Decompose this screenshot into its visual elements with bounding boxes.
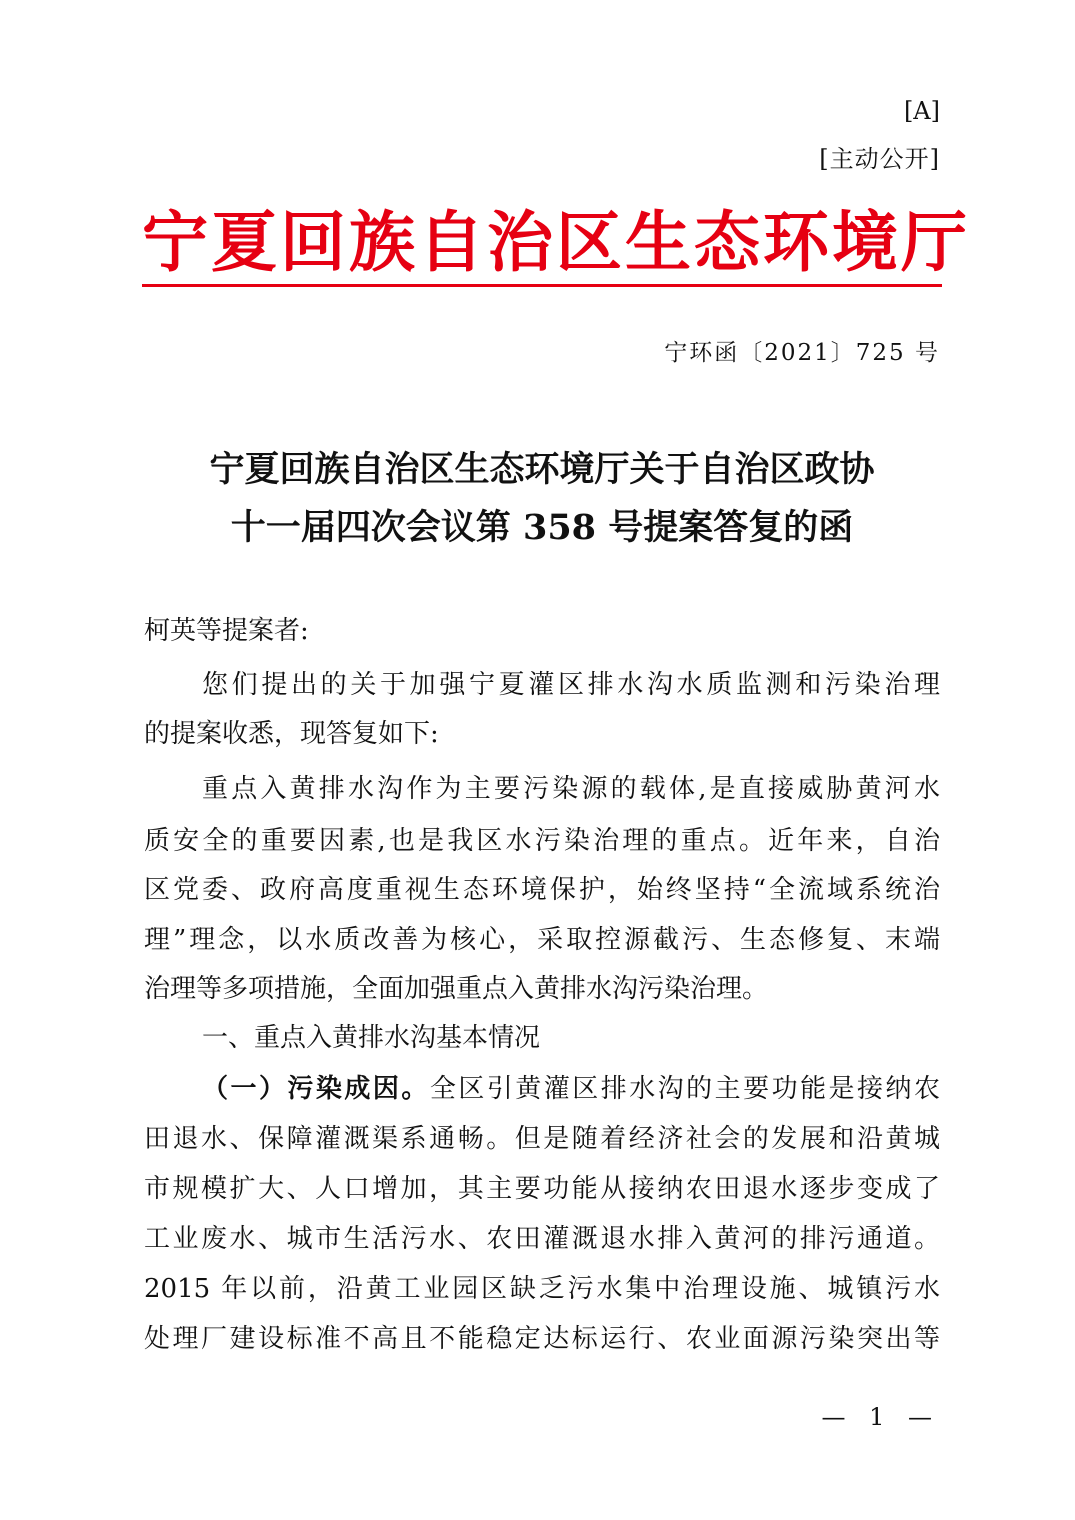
paragraph-3-line: 市规模扩大、人口增加，其主要功能从接纳农田退水逐步变成了 — [144, 1174, 940, 1204]
page-number: — 1 — — [821, 1403, 940, 1431]
paragraph-1-line: 您们提出的关于加强宁夏灌区排水沟水质监测和污染治理 — [202, 670, 940, 700]
paragraph-3-line: 田退水、保障灌溉渠系通畅。但是随着经济社会的发展和沿黄城 — [144, 1124, 940, 1154]
paragraph-3-label: （一）污染成因。 — [202, 1074, 430, 1104]
document-class-mark: [A] — [903, 97, 940, 125]
paragraph-3-first-text: 全区引黄灌区排水沟的主要功能是接纳农 — [429, 1074, 940, 1104]
document-title-line-2: 十一届四次会议第 358 号提案答复的函 — [230, 507, 854, 548]
organization-title: 宁夏回族自治区生态环境厅 — [142, 204, 970, 281]
document-title-line-1: 宁夏回族自治区生态环境厅关于自治区政协 — [209, 449, 875, 490]
paragraph-3-line: 工业废水、城市生活污水、农田灌溉退水排入黄河的排污通道。 — [144, 1224, 940, 1254]
paragraph-3-line: 2015 年以前，沿黄工业园区缺乏污水集中治理设施、城镇污水 — [144, 1274, 940, 1304]
paragraph-2-line: 区党委、政府高度重视生态环境保护，始终坚持“全流域系统治 — [144, 875, 940, 905]
red-divider — [142, 284, 942, 287]
paragraph-2-line: 质安全的重要因素,也是我区水污染治理的重点。近年来，自治 — [144, 826, 940, 856]
section-heading: 一、重点入黄排水沟基本情况 — [202, 1023, 541, 1053]
disclosure-mark: [主动公开] — [819, 145, 940, 173]
salutation: 柯英等提案者: — [144, 616, 309, 646]
paragraph-2-line: 治理等多项措施，全面加强重点入黄排水沟污染治理。 — [144, 974, 769, 1004]
paragraph-1-line: 的提案收悉，现答复如下: — [144, 719, 439, 749]
paragraph-3-line — [144, 1072, 940, 1106]
document-number: 宁环函〔2021〕725 号 — [664, 340, 940, 366]
paragraph-2-line: 理”理念，以水质改善为核心，采取控源截污、生态修复、末端 — [144, 925, 940, 955]
paragraph-3-line: 处理厂建设标准不高且不能稳定达标运行、农业面源污染突出等 — [144, 1324, 940, 1354]
paragraph-2-line: 重点入黄排水沟作为主要污染源的载体,是直接威胁黄河水 — [202, 774, 940, 804]
